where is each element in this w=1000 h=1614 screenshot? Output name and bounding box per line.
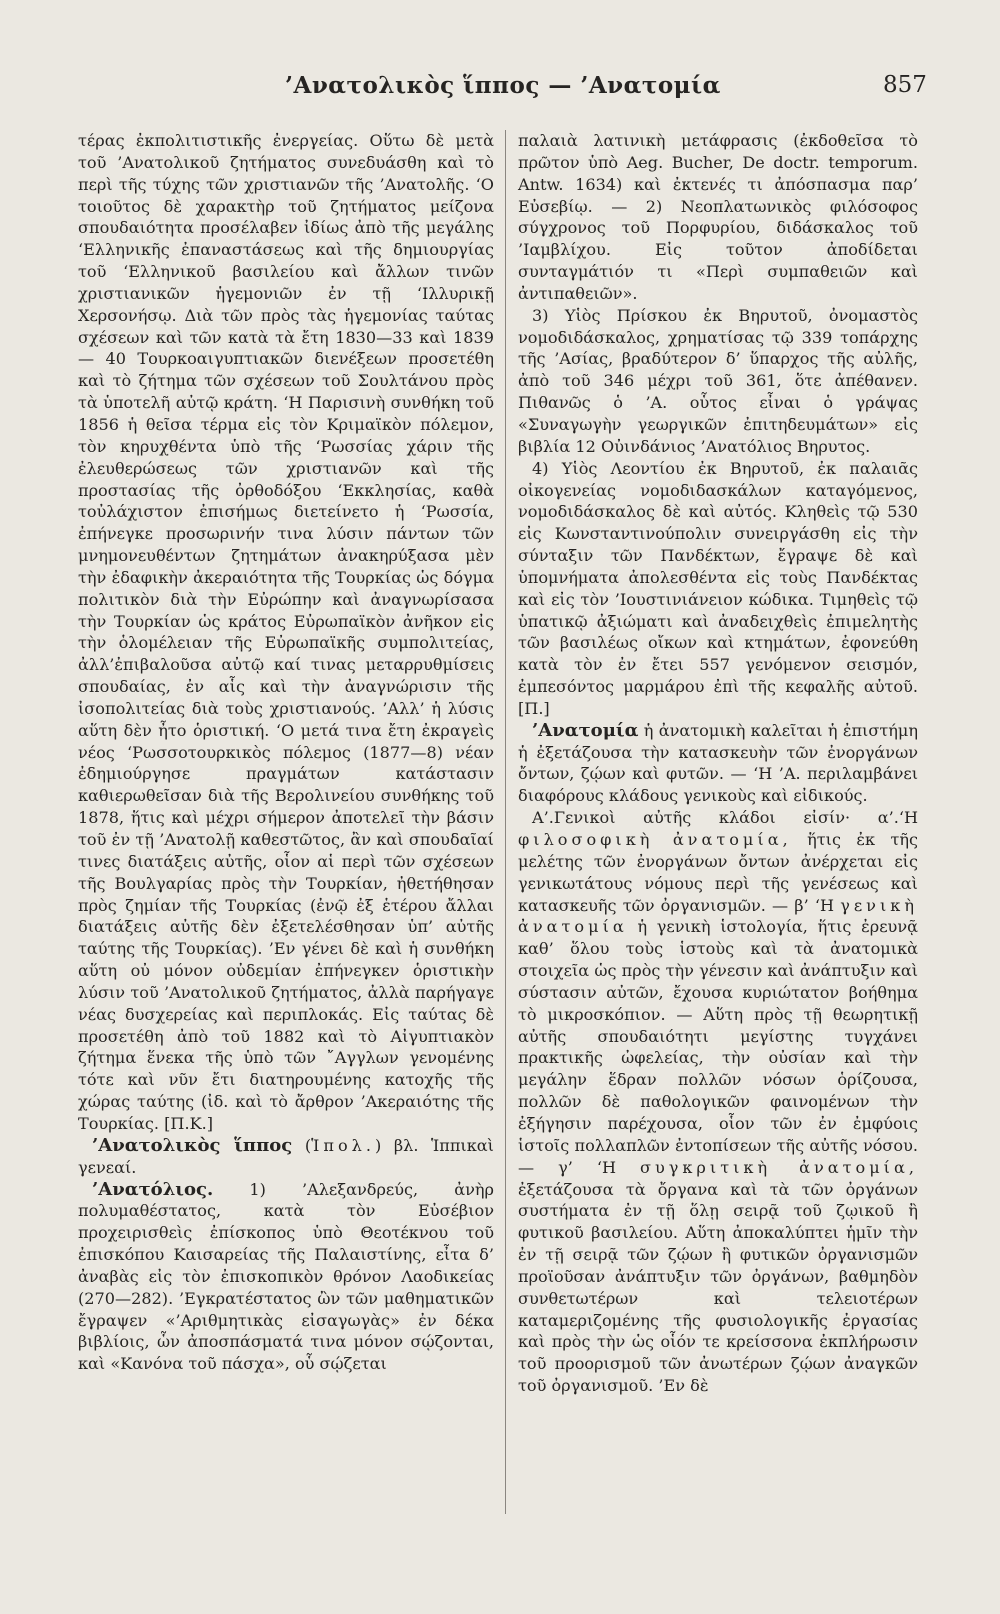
branches-intro: Α’.Γενικοὶ αὐτῆς κλάδοι εἰσίν· α’.‘Η: [532, 808, 918, 828]
entry-anatolikos-ippos: [78, 1135, 494, 1179]
running-header: [0, 72, 1000, 112]
paragraph-anatolios-4: 4) Υἱὸς Λεοντίου ἐκ Βηρυτοῦ, ἐκ παλαιᾶς οἰκογενείας νομοδιδασκάλων καταγόμενος, νομοδιδάσκαλος δὲ καὶ αὐτός. Κληθεὶς τῷ 530 εἰς Κωνσταντινούπολιν συνειργάσθη εἰς τὴν σύνταξιν τῶν Πανδέκτων, ἔγραψε δὲ καὶ ὑπομνήματα ἀπολεσθέντα εἰς τοὺς Πανδέκτας καὶ εἰς τὸν ’Ιουστινιάνειον κώδικα. Τιμηθεὶς τῷ ὑπατικῷ ἀξιώματι καὶ ἀναδειχθεὶς ἐπιμελητὴς τῶν βασιλέως οἴκων καὶ κτημάτων, ἐφονεύθη κατὰ τὸν ἐν ἔτει 557 γενόμενον σεισμόν, ἐμπεσόντος μαρμάρου ἐπὶ τῆς κεφαλῆς αὐτοῦ. [Π.]: [518, 458, 918, 718]
column-divider: [505, 130, 506, 1514]
paragraph-anatolios-3: 3) Υἱὸς Πρίσκου ἐκ Βηρυτοῦ, ὀνομαστὸς νομοδιδάσκαλος, χρηματίσας τῷ 339 τοπάρχης τῆς ’Ασίας, βραδύτερον δ’ ὕπαρχος τῆς αὐλῆς, ἀπὸ τοῦ 346 μέχρι τοῦ 361, ὅτε ἀπέθανεν. Πιθανῶς ὁ ’Α. οὗτος εἶναι ὁ γράψας «Συναγωγὴν γεωργικῶν ἐπιτηδευμάτων» εἰς βιβλία 12 Οὐινδάνιος ’Ανατόλιος Βηρυτος.: [518, 305, 918, 456]
left-column: [78, 130, 494, 1375]
entry-ref-spaced: Ἱπολ.: [311, 1135, 375, 1155]
entry-anatomia-definition: ἡ ἀνατομικὴ καλεῖται ἡ ἐπιστήμη ἡ ἐξετάζουσα τὴν κατασκευὴν τῶν ἐνοργάνων ὄντων, ζῴων καὶ φυτῶν. — ‘Η ’Α. περιλαμβάνει διαφόρους κλάδους γενικοὺς καὶ εἰδικούς.: [518, 720, 918, 806]
lemma-anatolikos-ippos: ’Ανατολικὸς ἵππος: [92, 1134, 293, 1156]
paragraph-anatolikon-zitima-end: τέρας ἐκπολιτιστικῆς ἐνεργείας. Οὕτω δὲ μετὰ τοῦ ’Ανατολικοῦ ζητήματος συνεδυάσθη καὶ τὸ περὶ τῆς τύχης τῶν χριστιανῶν τῆς ’Ανατολῆς. ‘Ο τοιοῦτος δὲ χαρακτὴρ τοῦ ζητήματος μείζονα σπουδαιότητα προσέλαβεν ἰδίως ἀπὸ τῆς μεγάλης ‘Ελληνικῆς ἐπαναστάσεως καὶ τῆς δημιουργίας τοῦ ‘Ελληνικοῦ βασιλείου καὶ ἄλλων τινῶν χριστιανικῶν ἡγεμονιῶν ἐν τῇ ‘Ιλλυρικῇ Χερσονήσῳ. Διὰ τῶν πρὸς τὰς ἡγεμονίας ταύτας σχέσεων καὶ τῶν κατὰ τὰ ἔτη 1830—33 καὶ 1839 — 40 Τουρκοαιγυπτιακῶν διενέξεων προσετέθη καὶ τὸ ζήτημα τῶν σχέσεων τοῦ Σουλτάνου πρὸς τὰ ὑποτελῆ αὐτῷ κράτη. ‘Η Παρισινὴ συνθήκη τοῦ 1856 ἡ θεῖσα τέρμα εἰς τὸν Κριμαϊκὸν πόλεμον, τὸν κηρυχθέντα ὑπὸ τῆς ‘Ρωσσίας χάριν τῆς ἐλευθερώσεως τῶν χριστιανῶν καὶ τῆς προστασίας τῆς ὀρθοδόξου ‘Εκκλησίας, καθὰ τοὐλάχιστον ἐπισήμως διετείνετο ἡ ‘Ρωσσία, ἐπήνεγκε προσωρινήν τινα λύσιν πάντων τῶν μνημονευθέντων ζητημάτων ἀνακηρύξασα μὲν τὴν ἐδαφικὴν ἀκεραιότητα τῆς Τουρκίας ὡς δόγμα πολιτικὸν διὰ τὴν Εὐρώπην καὶ ἀναγνωρίσασα τὴν Τουρκίαν ὡς κράτος Εὐρωπαϊκὸν ἀνῆκον εἰς τὴν ὁλομέλειαν τῆς Εὐρωπαϊκῆς συμπολιτείας, ἀλλ’ἐπιβαλοῦσα αὐτῷ καί τινας μεταρρυθμίσεις σπουδαίας, ἐν αἷς καὶ τὴν ἀναγνώρισιν τῆς ἰσοπολιτείας διὰ τοὺς χριστιανούς. ’Αλλ’ ἡ λύσις αὕτη δὲν ἦτο ὁριστική. ‘Ο μετά τινα ἔτη ἐκραγεὶς νέος ‘Ρωσσοτουρκικὸς πόλεμος (1877—8) νέαν ἐδημιούργησε πραγμάτων κατάστασιν καθιερωθεῖσαν διὰ τῆς Βερολινείου συνθήκης τοῦ 1878, ἥτις καὶ μέχρι σήμερον ἀποτελεῖ τὴν βάσιν τοῦ ἐν τῇ ’Ανατολῇ καθεστῶτος, ἂν καὶ σπουδαῖαί τινες διατάξεις αὐτῆς, οἷον αἱ περὶ τῶν σχέσεων τῆς Βουλγαρίας πρὸς τὴν Τουρκίαν, ἠθετήθησαν πρὸς ζημίαν τῆς Τουρκίας (ἐνῷ ἐξ ἑτέρου ἄλλαι διατάξεις αὐτῆς δὲν ἐξετελέσθησαν ὑπ’ αὐτῆς ταύτης τῆς Τουρκίας). ’Εν γένει δὲ καὶ ἡ συνθήκη αὕτη οὐ μόνον οὐδεμίαν ἐπήνεγκεν ὁριστικὴν λύσιν τοῦ ’Ανατολικοῦ ζητήματος, ἀλλὰ παρήγαγε νέας δυσχερείας καὶ περιπλοκάς. Εἰς ταύτας δὲ προσετέθη ἀπὸ τοῦ 1882 καὶ τὸ Αἰγυπτιακὸν ζήτημα ἕνεκα τῆς ὑπὸ τῶν ῎Αγγλων γενομένης τότε καὶ νῦν ἔτι διατηρουμένης κατοχῆς τῆς χώρας ταύτης (ἰδ. καὶ τὸ ἄρθρον ’Ακεραιότης τῆς Τουρκίας. [Π.Κ.]: [78, 131, 494, 1133]
lemma-anatomia: ’Ανατομία: [532, 719, 639, 741]
entry-anatomia: [518, 720, 918, 807]
entry-anatolios: [78, 1179, 494, 1376]
paragraph-anatolios-continued: παλαιὰ λατινικὴ μετάφρασις (ἐκδοθεῖσα τὸ πρῶτον ὑπὸ Aeg. Bucher, De doctr. temporum. Antw. 1634) καὶ ἐκτενές τι ἀπόσπασμα παρ’ Εὐσεβίῳ. — 2) Νεοπλατωνικὸς φιλόσοφος σύγχρονος τοῦ Πορφυρίου, διδάσκαλος τοῦ ’Ιαμβλίχου. Εἰς τοῦτον ἀποδίδεται συνταγμάτιόν τι «Περὶ συμπαθειῶν καὶ ἀντιπαθειῶν».: [518, 131, 918, 303]
entry-ref-open: (: [304, 1135, 312, 1155]
term-general-anatomy: γενικὴ ἀνατομία: [518, 895, 918, 937]
entry-anatolios-text: 1) ’Αλεξανδρεύς, ἀνὴρ πολυμαθέστατος, κατὰ τὸν Εὐσέβιον προχειρισθεὶς ἐπίσκοπος ὑπὸ Θεοτέκνου τοῦ ἐπισκόπου Καισαρείας τῆς Παλαιστίνης, εἶτα δ’ ἀναβὰς εἰς τὸν ἐπισκοπικὸν θρόνον Λαοδικείας (270—282). ’Εγκρατέστατος ὢν τῶν μαθηματικῶν ἔγραψεν «’Αριθμητικὰς εἰσαγωγὰς» ἐν δέκα βιβλίοις, ὧν ἀποσπάσματά τινα μόνον σῴζονται, καὶ «Κανόνα τοῦ πάσχα», οὗ σῴζεται: [78, 1179, 494, 1374]
page-number: 857: [883, 72, 927, 98]
lemma-anatolios: ’Ανατόλιος.: [92, 1178, 214, 1200]
running-title: ’Ανατολικὸς ἵππος — ’Ανατομία: [285, 72, 721, 99]
branches-text-1: ἥτις ἐκ τῆς μελέτης τῶν ἐνοργάνων ὄντων ἀνέρχεται εἰς γενικωτάτους νόμους περὶ τῆς γενέσεως καὶ κατασκευῆς τῶν ὀργανισμῶν. — β’ ‘Η: [518, 830, 919, 915]
branches-text-2: ἡ γενικὴ ἱστολογία, ἥτις ἐρευνᾷ καθ’ ὅλου τοὺς ἱστοὺς καὶ τὰ ἀνατομικὰ στοιχεῖα ὡς πρὸς τὴν γένεσιν καὶ ἀνάπτυξιν καὶ σύστασιν αὐτῶν, ἔχουσα κυριώτατον βοήθημα τὸ μικροσκόπιον. — Αὕτη πρὸς τῇ θεωρητικῇ αὐτῆς σπουδαιότητι μεγίστης τυγχάνει πρακτικῆς ὠφελείας, τὴν οὐσίαν καὶ τὴν μεγάλην ἕδραν πολλῶν νόσων ὁρίζουσα, πολλῶν δὲ παθολογικῶν φαινομένων τὴν ἐξήγησιν παρέχουσα, οἷον τῶν ἐν ἐμφύοις ἱστοῖς πολλαπλῶν ἐντοπίσεων τῆς αὐτῆς νόσου. — γ’ ‘Η: [518, 917, 918, 1177]
term-philosophical-anatomy: φιλοσοφικὴ ἀνατομία,: [518, 830, 792, 849]
paragraph-anatomia-branches: [518, 807, 918, 1397]
term-comparative-anatomy: συγκριτικὴ ἀνατομία,: [639, 1157, 918, 1177]
branches-text-3: ἐξετάζουσα τὰ ὄργανα καὶ τὰ τῶν ὀργάνων συστήματα ἐν τῇ ὅλῃ σειρᾷ τοῦ ζῳικοῦ ἢ φυτικοῦ βασιλείου. Αὕτη ἀποκαλύπτει ἡμῖν τὴν ἐν τῇ σειρᾷ τῶν ζῴων ἢ φυτικῶν ὀργανισμῶν προϊοῦσαν ἀνάπτυξιν τῶν ὀργάνων, βαθμηδὸν συνθετωτέρων καὶ τελειοτέρων καταμεριζομένης τῆς φυσιολογικῆς ἐργασίας καὶ πρὸς τὴν ὡς οἷόν τε κρείσσονα ἐκπλήρωσιν τοῦ προορισμοῦ τῶν ἀνωτέρων ζῴων ἀναγκῶν τοῦ ὀργανισμοῦ. ’Εν δὲ: [518, 1179, 918, 1396]
entry-ref-close: ) βλ. Ἱππικαὶ γενεαί.: [78, 1135, 494, 1177]
right-column: [518, 130, 918, 1397]
